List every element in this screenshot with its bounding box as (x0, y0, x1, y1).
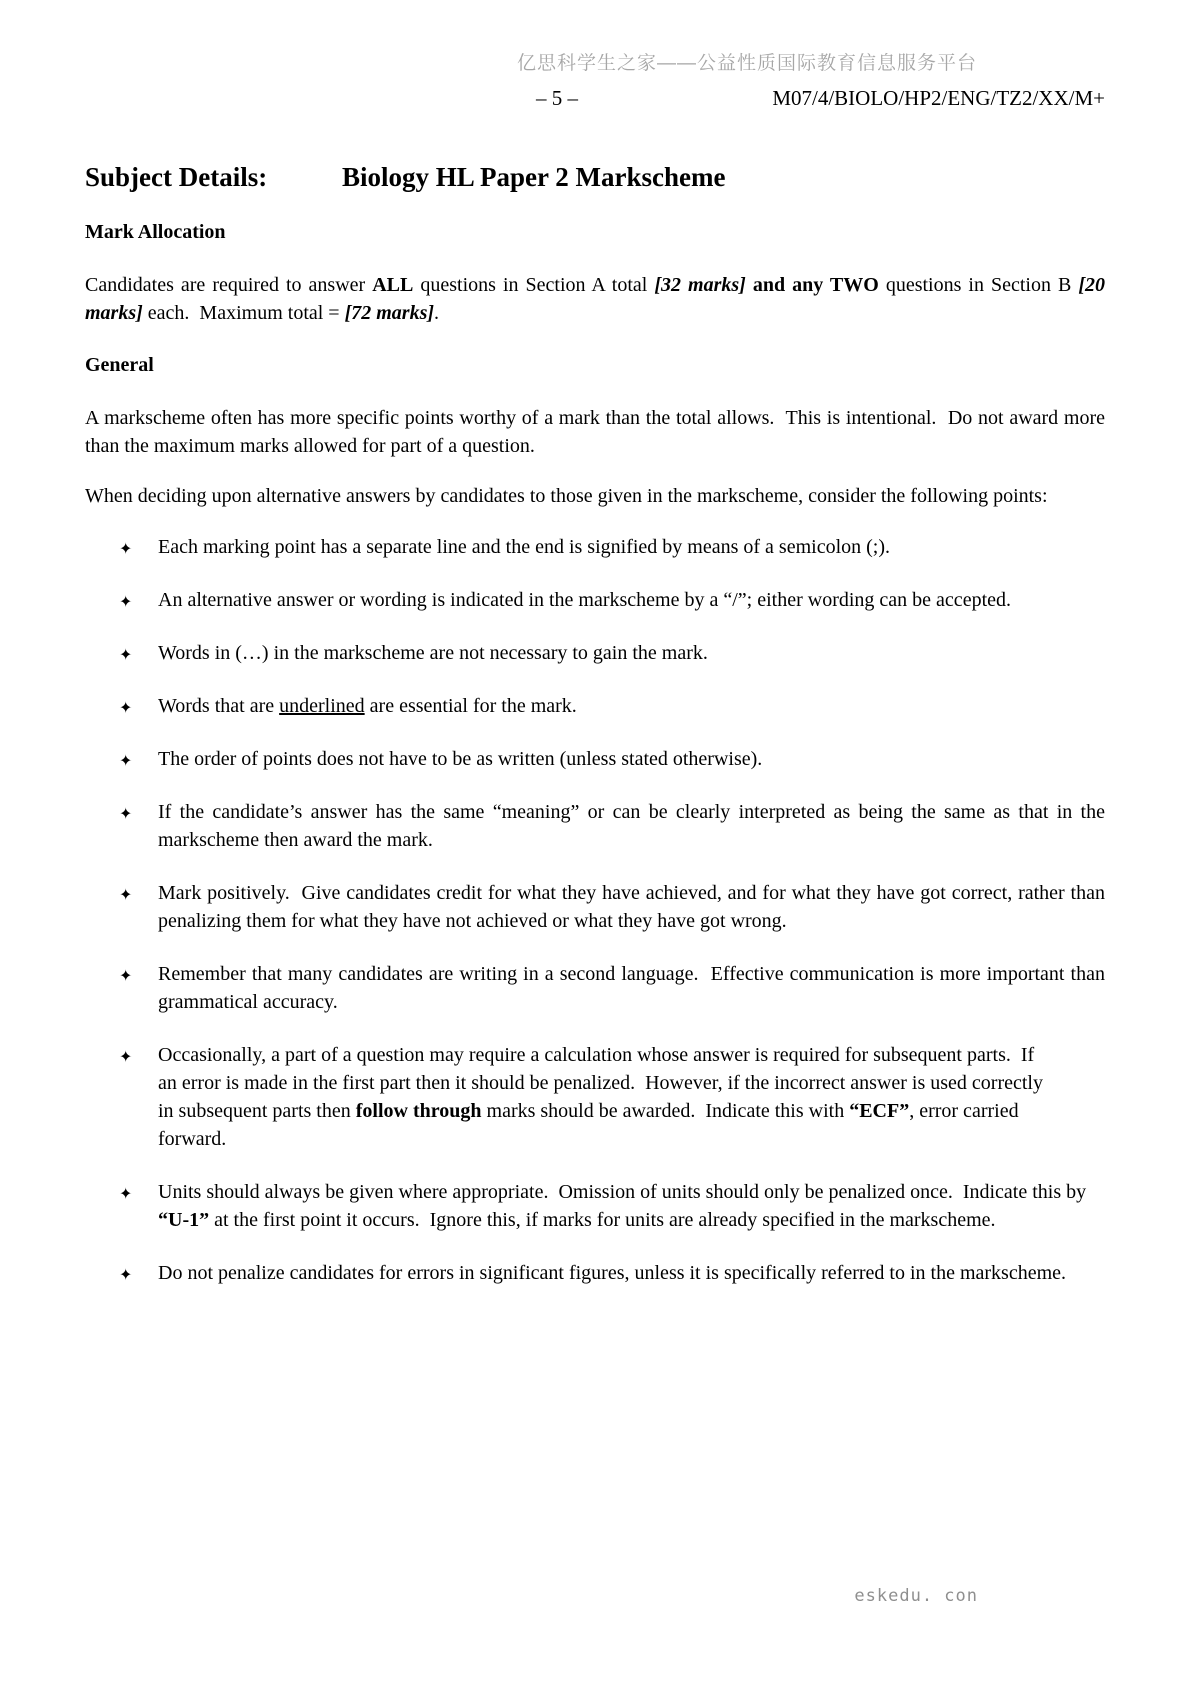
bullet-text: An alternative answer or wording is indicated in the markscheme by a “/”; either wording can be accepted. (158, 589, 1011, 611)
bottom-watermark: eskedu. con (854, 1586, 978, 1606)
bullet-text: Words in (…) in the markscheme are not necessary to gain the mark. (158, 642, 708, 664)
bullet-text: Do not penalize candidates for errors in significant figures, unless it is specifically referred to in the markscheme. (158, 1262, 1067, 1284)
bullet-diamond-icon: ✦ (119, 885, 133, 904)
page-title (85, 160, 1105, 194)
bullet-diamond-icon: ✦ (119, 1184, 133, 1203)
list-item (85, 1178, 1105, 1234)
bullet-text: Each marking point has a separate line and the end is signified by means of a semicolon (;). (158, 536, 891, 558)
general-paragraph-1: A markscheme often has more specific points worthy of a mark than the total allows. This is intentional. Do not award more than the maximum marks allowed for part of a question. (85, 407, 1110, 457)
list-item (85, 586, 1105, 614)
list-item (85, 639, 1105, 667)
bullet-diamond-icon: ✦ (119, 804, 133, 823)
bullet-text: Mark positively. Give candidates credit for what they have achieved, and for what they have got correct, rather than penalizing them for what they have not achieved or what they have got wrong. (158, 882, 1110, 932)
page-number: – 5 – (536, 86, 578, 110)
bullet-text: Units should always be given where appropriate. Omission of units should only be penalized once. Indicate this by “U-1” at the first point it occurs. Ignore this, if marks for units are already specified in the markscheme. (158, 1181, 1092, 1231)
mark-allocation-heading: Mark Allocation (85, 221, 226, 243)
list-item (85, 745, 1105, 773)
bullet-text: Occasionally, a part of a question may require a calculation whose answer is required for subsequent parts. If an error is made in the first part then it should be penalized. However, if the incorrect answer is used correctly in subsequent parts then follow through marks should be awarded. Indicate this with “ECF”, error carried forward. (158, 1044, 1048, 1150)
bullet-diamond-icon: ✦ (119, 1047, 133, 1066)
bullet-list (85, 533, 1110, 1287)
list-item (85, 1041, 1105, 1153)
bullet-text: The order of points does not have to be as written (unless stated otherwise). (158, 748, 763, 770)
bullet-diamond-icon: ✦ (119, 966, 133, 985)
mark-allocation-paragraph: Candidates are required to answer ALL questions in Section A total [32 marks] and any TWO questions in Section B [20 marks] each. Maximum total = [72 marks]. (85, 274, 1111, 324)
general-heading: General (85, 354, 154, 376)
top-watermark: 亿思科学生之家——公益性质国际教育信息服务平台 (516, 53, 977, 74)
bullet-text: Remember that many candidates are writing in a second language. Effective communication is more important than grammatical accuracy. (158, 963, 1110, 1013)
list-item (85, 692, 1105, 720)
bullet-diamond-icon: ✦ (119, 698, 133, 717)
page-title-value: Biology HL Paper 2 Markscheme (342, 162, 726, 192)
paper-code: M07/4/BIOLO/HP2/ENG/TZ2/XX/M+ (772, 86, 1105, 110)
bullet-text: Words that are underlined are essential for the mark. (158, 695, 577, 717)
bullet-diamond-icon: ✦ (119, 645, 133, 664)
list-item (85, 533, 1105, 561)
bullet-diamond-icon: ✦ (119, 539, 133, 558)
bullet-text: If the candidate’s answer has the same “meaning” or can be clearly interpreted as being the same as that in the markscheme then award the mark. (158, 801, 1110, 851)
general-paragraph-2: When deciding upon alternative answers by candidates to those given in the markscheme, consider the following points: (85, 485, 1048, 507)
list-item (85, 798, 1110, 854)
bullet-diamond-icon: ✦ (119, 751, 133, 770)
list-item (85, 879, 1110, 935)
list-item (85, 960, 1110, 1016)
list-item (85, 1259, 1105, 1287)
page-title-label: Subject Details: (85, 162, 268, 192)
bullet-diamond-icon: ✦ (119, 592, 133, 611)
bullet-diamond-icon: ✦ (119, 1265, 133, 1284)
